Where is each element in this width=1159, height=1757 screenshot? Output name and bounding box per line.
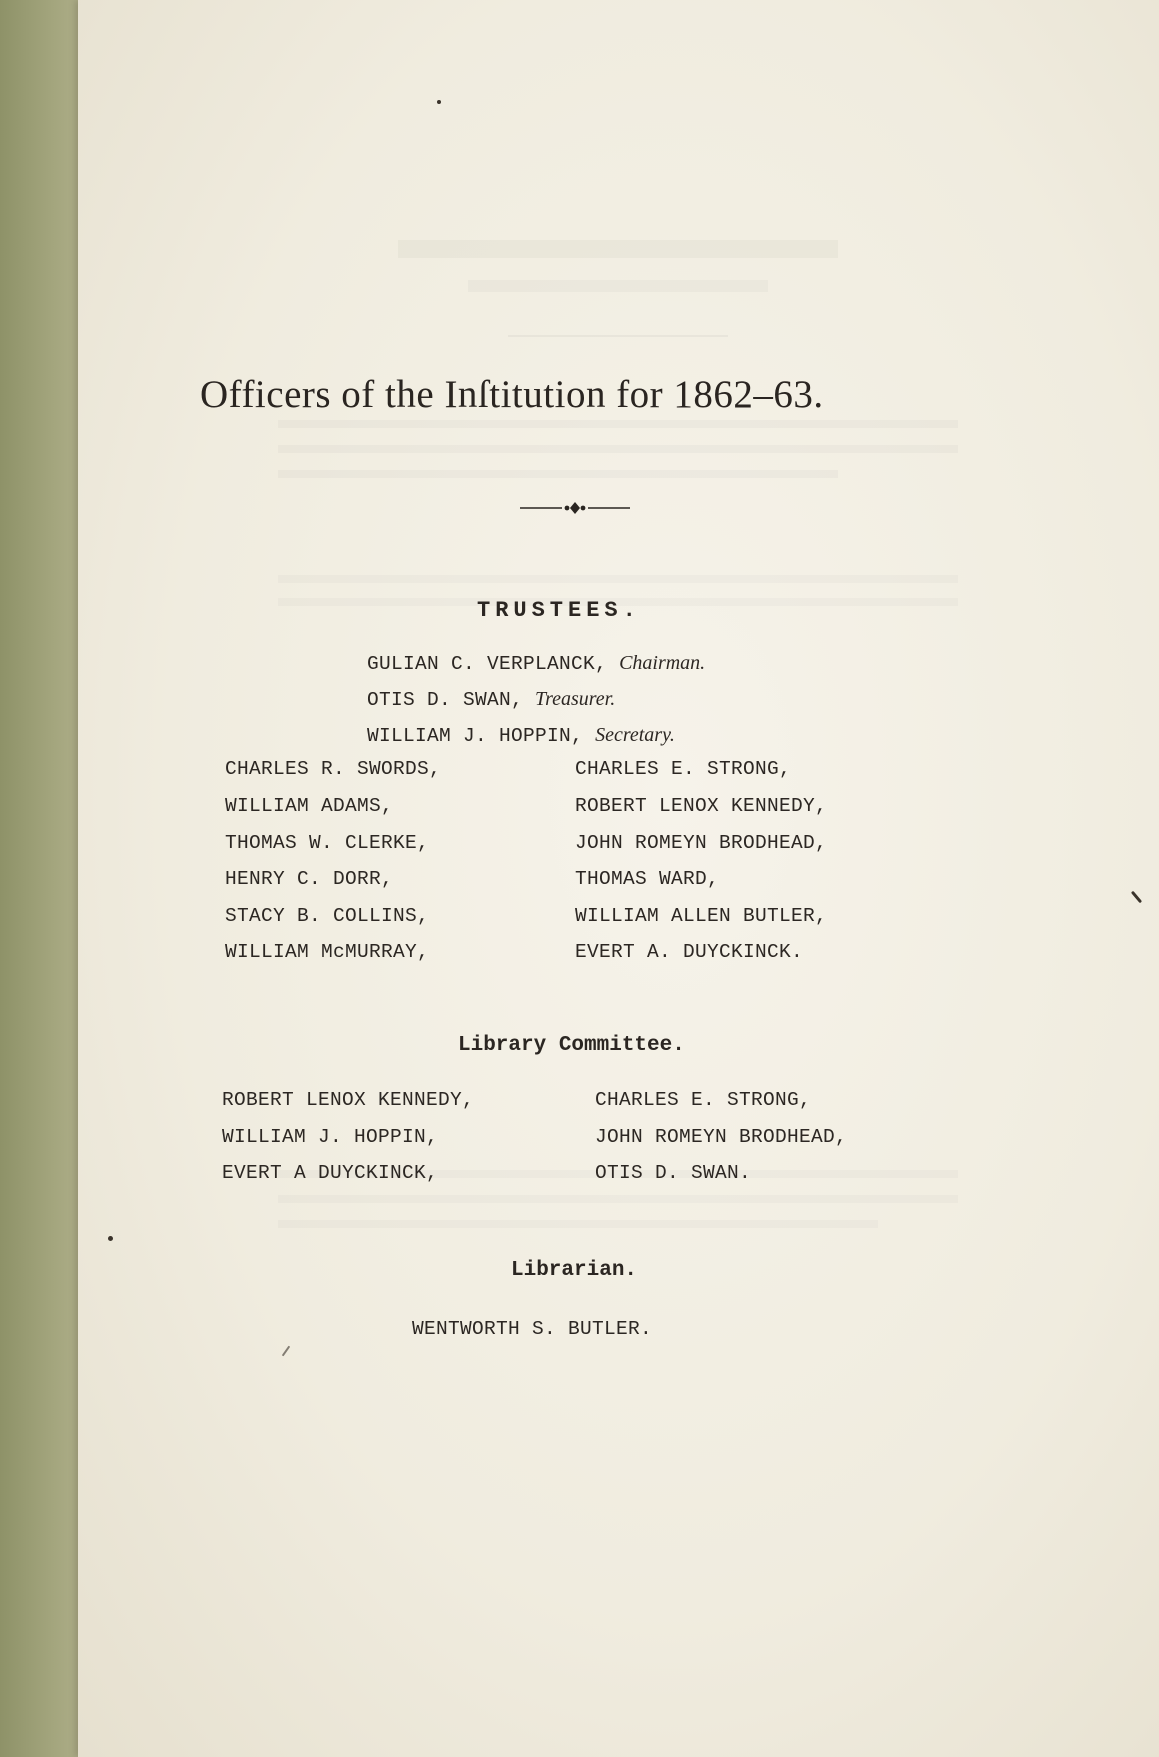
trustee-name: CHARLES E. STRONG, bbox=[575, 758, 792, 780]
ornament-divider bbox=[520, 498, 630, 518]
page-title: Officers of the Inſtitution for 1862–63. bbox=[200, 373, 824, 416]
trustee-name: CHARLES R. SWORDS, bbox=[225, 758, 442, 780]
library-committee-heading: Library Committee. bbox=[458, 1034, 685, 1057]
trustee-name: THOMAS WARD, bbox=[575, 868, 720, 890]
trustee-name: WILLIAM ADAMS, bbox=[225, 795, 394, 817]
trustee-name: WILLIAM ALLEN BUTLER, bbox=[575, 905, 828, 927]
officer-role: Treasurer. bbox=[535, 688, 616, 710]
paper-speck bbox=[108, 1236, 113, 1241]
officer-role: Chairman. bbox=[619, 652, 706, 674]
trustee-officer bbox=[367, 652, 705, 675]
committee-member: CHARLES E. STRONG, bbox=[595, 1089, 812, 1111]
trustee-officer bbox=[367, 724, 675, 747]
trustee-name: WILLIAM McMURRAY, bbox=[225, 941, 430, 963]
officer-name: OTIS D. SWAN, bbox=[367, 689, 524, 711]
officer-name: WILLIAM J. HOPPIN, bbox=[367, 725, 584, 747]
officer-role: Secretary. bbox=[595, 724, 675, 746]
trustees-heading: TRUSTEES. bbox=[477, 598, 641, 623]
trustee-name: STACY B. COLLINS, bbox=[225, 905, 430, 927]
committee-member: WILLIAM J. HOPPIN, bbox=[222, 1126, 439, 1148]
committee-member: JOHN ROMEYN BRODHEAD, bbox=[595, 1126, 848, 1148]
trustee-name: ROBERT LENOX KENNEDY, bbox=[575, 795, 828, 817]
trustee-name: JOHN ROMEYN BRODHEAD, bbox=[575, 832, 828, 854]
librarian-heading: Librarian. bbox=[511, 1259, 638, 1282]
trustee-name: EVERT A. DUYCKINCK. bbox=[575, 941, 804, 963]
trustee-officer bbox=[367, 688, 615, 711]
paper-speck bbox=[437, 100, 441, 104]
officer-name: GULIAN C. VERPLANCK, bbox=[367, 653, 608, 675]
librarian-name: WENTWORTH S. BUTLER. bbox=[412, 1318, 653, 1340]
trustee-name: THOMAS W. CLERKE, bbox=[225, 832, 430, 854]
trustee-name: HENRY C. DORR, bbox=[225, 868, 394, 890]
committee-member: EVERT A DUYCKINCK, bbox=[222, 1162, 439, 1184]
committee-member: OTIS D. SWAN. bbox=[595, 1162, 752, 1184]
committee-member: ROBERT LENOX KENNEDY, bbox=[222, 1089, 475, 1111]
